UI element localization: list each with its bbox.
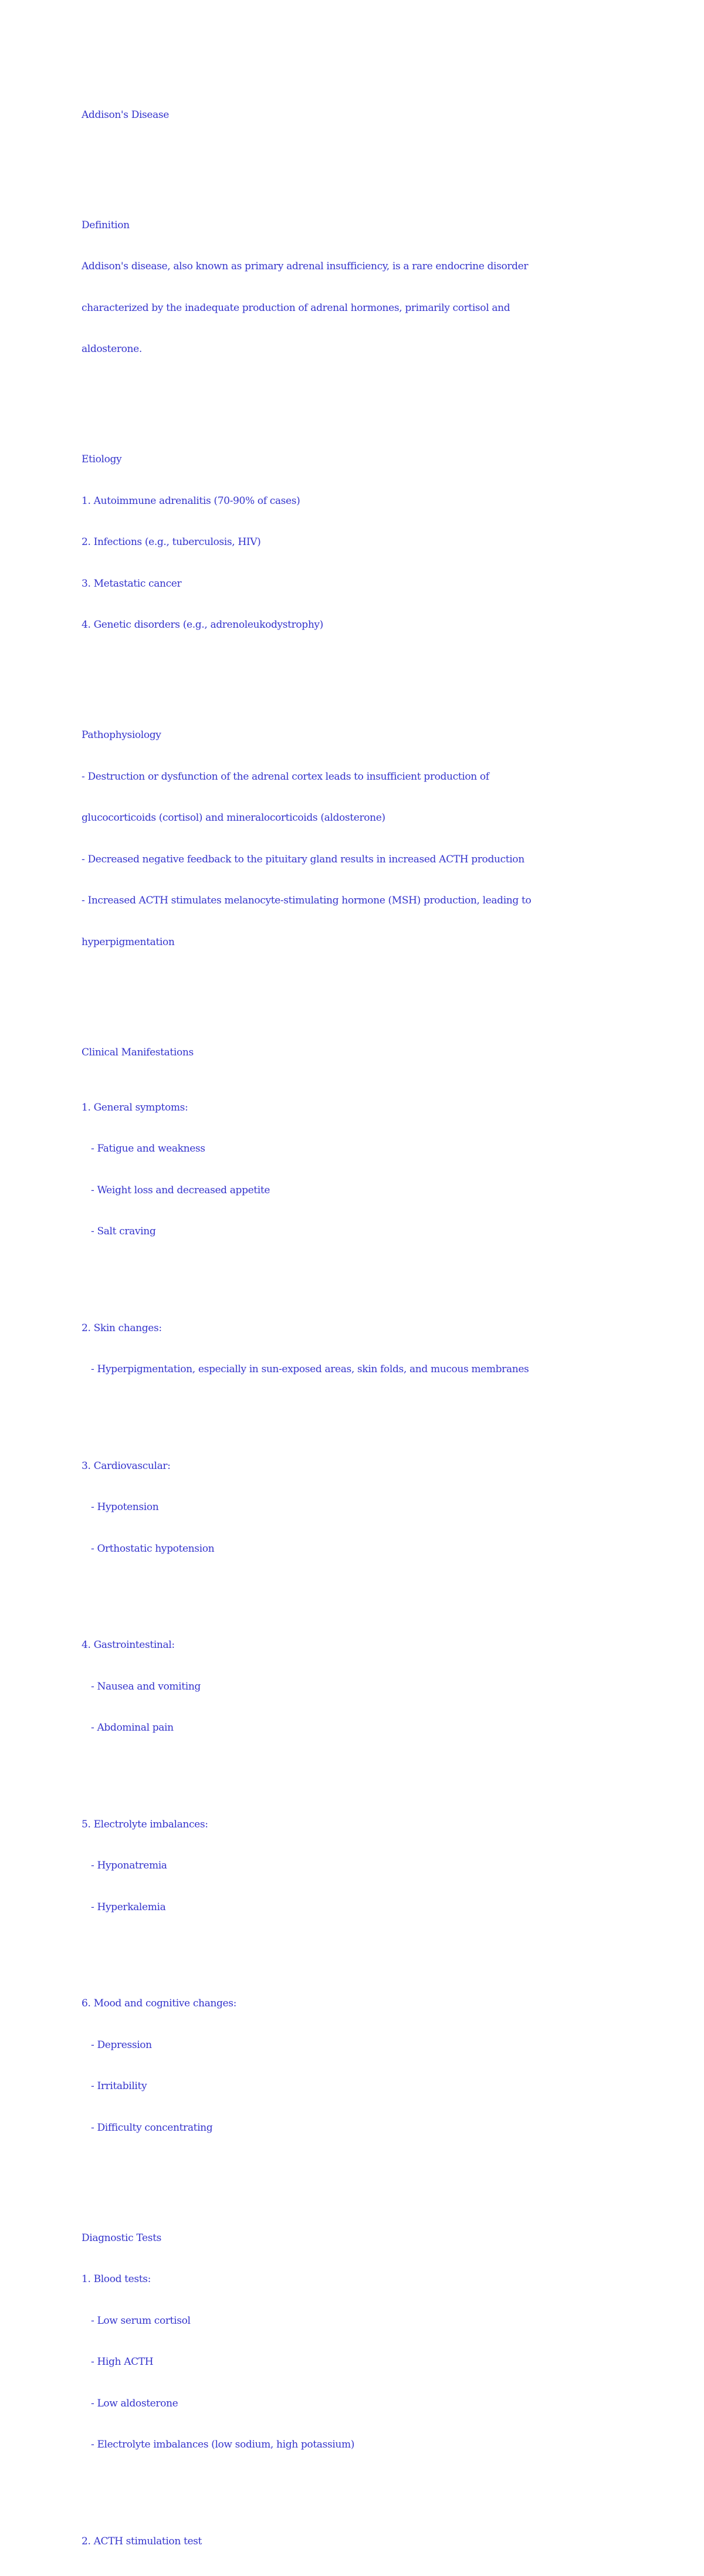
clinical-item: - Hyperkalemia	[91, 1901, 166, 1913]
spacer	[82, 1942, 627, 1956]
clinical-item: - Weight loss and decreased appetite	[91, 1184, 270, 1196]
clinical-item: - Irritability	[91, 2080, 147, 2092]
clinical-group-label: 1. General symptoms:	[82, 1101, 188, 1113]
spacer	[82, 977, 627, 991]
clinical-item: - Salt craving	[91, 1226, 156, 1237]
etiology-item: 4. Genetic disorders (e.g., adrenoleukodystrophy)	[82, 619, 323, 631]
diagnostic-item: - High ACTH	[91, 2356, 154, 2368]
diagnostic-heading: Diagnostic Tests	[82, 2232, 161, 2244]
clinical-group-label: 6. Mood and cognitive changes:	[82, 1998, 236, 2009]
spacer	[82, 1583, 627, 1597]
spacer	[82, 660, 627, 674]
clinical-item: - Orthostatic hypotension	[91, 1542, 215, 1555]
pathophysiology-line: glucocorticoids (cortisol) and mineralocorticoids (aldosterone)	[82, 812, 385, 824]
spacer	[82, 1404, 627, 1419]
etiology-item: 3. Metastatic cancer	[82, 577, 182, 590]
etiology-item: 1. Autoimmune adrenalitis (70-90% of cases)	[82, 495, 300, 507]
clinical-item: - Hyperpigmentation, especially in sun-exposed areas, skin folds, and mucous membranes	[91, 1363, 529, 1375]
pathophysiology-line: - Destruction or dysfunction of the adrenal cortex leads to insufficient production of	[82, 770, 489, 783]
diagnostic-group-label: 2. ACTH stimulation test	[82, 2535, 202, 2547]
diagnostic-item: - Low serum cortisol	[91, 2314, 191, 2327]
spacer	[82, 1763, 627, 1777]
spacer	[82, 150, 627, 164]
clinical-item: - Hypotension	[91, 1501, 159, 1513]
spacer	[82, 384, 627, 398]
clinical-item: - Nausea and vomiting	[91, 1680, 201, 1692]
definition-line: Addison's disease, also known as primary adrenal insufficiency, is a rare endocrine disorder	[82, 260, 529, 272]
clinical-group-label: 3. Cardiovascular:	[82, 1460, 171, 1472]
etiology-heading: Etiology	[82, 453, 122, 465]
clinical-item: - Difficulty concentrating	[91, 2121, 213, 2134]
etiology-item: 2. Infections (e.g., tuberculosis, HIV)	[82, 536, 261, 548]
document-title: Addison's Disease	[82, 109, 170, 121]
clinical-item: - Abdominal pain	[91, 1722, 174, 1734]
diagnostic-item: - Low aldosterone	[91, 2397, 178, 2409]
pathophysiology-heading: Pathophysiology	[82, 729, 161, 741]
pathophysiology-line: - Increased ACTH stimulates melanocyte-stimulating hormone (MSH) production, leading to	[82, 895, 532, 906]
diagnostic-group-label: 1. Blood tests:	[82, 2273, 151, 2285]
definition-heading: Definition	[82, 219, 130, 231]
spacer	[82, 1267, 627, 1281]
pathophysiology-line: - Decreased negative feedback to the pituitary gland results in increased ACTH production	[82, 853, 524, 865]
spacer	[82, 2480, 627, 2494]
clinical-group-label: 4. Gastrointestinal:	[82, 1639, 175, 1651]
definition-line: aldosterone.	[82, 343, 142, 355]
document-page	[82, 67, 627, 2576]
spacer	[82, 2162, 627, 2176]
clinical-group-label: 5. Electrolyte imbalances:	[82, 1818, 208, 1830]
clinical-group-label: 2. Skin changes:	[82, 1322, 162, 1334]
pathophysiology-line: hyperpigmentation	[82, 936, 175, 948]
clinical-item: - Hyponatremia	[91, 1860, 167, 1871]
definition-line: characterized by the inadequate production of adrenal hormones, primarily cortisol and	[82, 302, 510, 314]
clinical-heading: Clinical Manifestations	[82, 1046, 194, 1058]
clinical-item: - Depression	[91, 2039, 152, 2051]
clinical-item: - Fatigue and weakness	[91, 1143, 205, 1155]
diagnostic-item: - Electrolyte imbalances (low sodium, high potassium)	[91, 2439, 355, 2450]
